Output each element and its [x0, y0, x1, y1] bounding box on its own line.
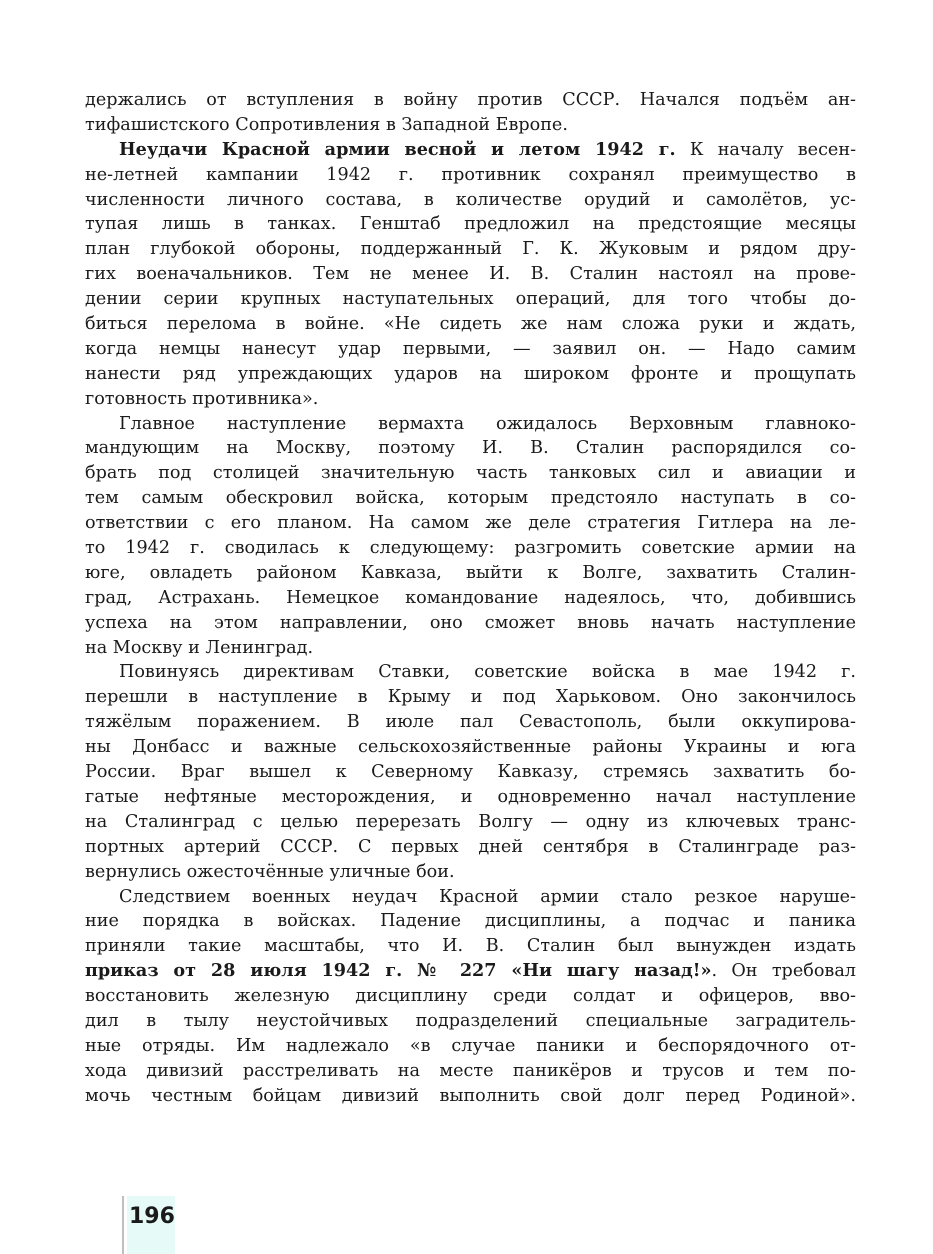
line-text: . Он требовал [711, 961, 856, 982]
text-line [85, 934, 856, 959]
text-line [85, 337, 856, 362]
page-number: 196 [129, 1204, 175, 1229]
line-text: ответствии с его планом. На самом же деле стратегия Гитлера на ле- [85, 513, 856, 534]
line-text: мандующим на Москву, поэтому И. В. Сталин распорядился со- [85, 438, 856, 459]
line-text: вернулись ожесточённые уличные бои. [85, 861, 455, 882]
text-line [85, 461, 856, 486]
text-line [85, 287, 856, 312]
line-text: хода дивизий расстреливать на месте паникёров и трусов и тем по- [85, 1060, 856, 1081]
line-text: ны Донбасс и важные сельскохозяйственные районы Украины и юга [85, 737, 856, 758]
text-line [85, 611, 856, 636]
text-line [85, 237, 856, 262]
line-text: дении серии крупных наступательных операций, для того чтобы до- [85, 289, 856, 310]
paragraph [85, 412, 856, 661]
line-text: тяжёлым поражением. В июле пал Севастополь, были оккупирова- [85, 712, 856, 733]
text-line [85, 561, 856, 586]
line-text: портных артерий СССР. С первых дней сентября в Сталинграде раз- [85, 836, 856, 857]
text-line [85, 710, 856, 735]
text-line [85, 212, 856, 237]
line-text: численности личного состава, в количестве орудий и самолётов, ус- [85, 189, 856, 210]
paragraph [85, 885, 856, 1109]
line-text: юге, овладеть районом Кавказа, выйти к Волге, захватить Сталин- [85, 562, 856, 583]
line-text: К началу весен- [675, 139, 857, 160]
text-line [85, 511, 856, 536]
text-line [85, 262, 856, 287]
text-line [85, 685, 856, 710]
line-text: держались от вступления в войну против СССР. Начался подъём ан- [85, 90, 856, 110]
paragraph [85, 138, 856, 412]
line-text: тупая лишь в танках. Генштаб предложил на предстоящие месяцы [85, 214, 856, 235]
text-line [85, 735, 856, 760]
line-text: ные отряды. Им надлежало «в случае паники и беспорядочного от- [85, 1035, 856, 1056]
line-text: то 1942 г. сводилась к следующему: разгромить советские армии на [85, 538, 856, 559]
line-text: на Сталинград с целью перерезать Волгу — одну из ключевых транс- [85, 811, 856, 832]
line-text: град, Астрахань. Немецкое командование надеялось, что, добившись [85, 587, 856, 608]
line-text: не-летней кампании 1942 г. противник сохранял преимущество в [85, 164, 856, 185]
line-text: готовность противника». [85, 388, 319, 409]
text-line [85, 436, 856, 461]
paragraph [85, 660, 856, 884]
line-text: план глубокой обороны, поддержанный Г. К. Жуковым и рядом дру- [85, 239, 856, 260]
paragraph [85, 88, 856, 138]
line-text: на Москву и Ленинград. [85, 637, 314, 658]
text-line [85, 785, 856, 810]
line-text: успеха на этом направлении, оно сможет вновь начать наступление [85, 612, 856, 633]
line-text: гатые нефтяные месторождения, и одновременно начал наступление [85, 786, 856, 807]
text-line [85, 885, 856, 910]
text-line [85, 387, 856, 412]
text-line [85, 188, 856, 213]
line-text: тем самым обескровил войска, которым предстояло наступать в со- [85, 488, 856, 509]
line-text: тифашистского Сопротивления в Западной Европе. [85, 114, 568, 135]
line-text: приняли такие масштабы, что И. В. Сталин был вынужден издать [85, 936, 856, 957]
text-line [85, 138, 856, 163]
text-line [85, 636, 856, 661]
text-line [85, 835, 856, 860]
text-line [85, 1059, 856, 1084]
line-text: гих военачальников. Тем не менее И. В. Сталин настоял на прове- [85, 264, 856, 285]
text-line [85, 909, 856, 934]
text-line [85, 1034, 856, 1059]
text-line [85, 660, 856, 685]
text-line [85, 984, 856, 1009]
line-text: мочь честным бойцам дивизий выполнить свой долг перед Родиной». [85, 1085, 856, 1106]
line-text: России. Враг вышел к Северному Кавказу, стремясь захватить бо- [85, 762, 856, 783]
line-text: перешли в наступление в Крыму и под Харьковом. Оно закончилось [85, 687, 856, 708]
text-line [85, 1084, 856, 1109]
text-line [85, 113, 856, 138]
line-text: ние порядка в войсках. Падение дисциплины, а подчас и паника [85, 911, 856, 932]
line-text: Следствием военных неудач Красной армии стало резкое наруше- [119, 886, 856, 907]
body-text [85, 88, 856, 1109]
text-line [85, 88, 856, 113]
text-line [85, 312, 856, 337]
bold-text: Неудачи Красной армии весной и летом 1942 г. [119, 138, 676, 160]
text-line [85, 810, 856, 835]
text-line [85, 586, 856, 611]
text-line [85, 536, 856, 561]
line-text: брать под столицей значительную часть танковых сил и авиации и [85, 463, 856, 484]
text-line [85, 760, 856, 785]
bold-text: приказ от 28 июля 1942 г. № 227 «Ни шагу назад!» [85, 960, 712, 982]
text-line [85, 1009, 856, 1034]
text-line [85, 486, 856, 511]
page-number-rule [122, 1196, 124, 1254]
text-line [85, 163, 856, 188]
text-line [85, 959, 856, 984]
line-text: нанести ряд упреждающих ударов на широком фронте и прощупать [85, 363, 856, 384]
line-text: восстановить железную дисциплину среди солдат и офицеров, вво- [85, 986, 856, 1007]
line-text: Повинуясь директивам Ставки, советские войска в мае 1942 г. [119, 662, 856, 683]
line-text: Главное наступление вермахта ожидалось Верховным главноко- [119, 413, 856, 434]
text-line [85, 412, 856, 437]
line-text: дил в тылу неустойчивых подразделений специальные заградитель- [85, 1010, 856, 1031]
text-line [85, 362, 856, 387]
line-text: биться перелома в войне. «Не сидеть же нам сложа руки и ждать, [85, 314, 856, 335]
line-text: когда немцы нанесут удар первыми, — заявил он. — Надо самим [85, 338, 856, 359]
text-line [85, 860, 856, 885]
